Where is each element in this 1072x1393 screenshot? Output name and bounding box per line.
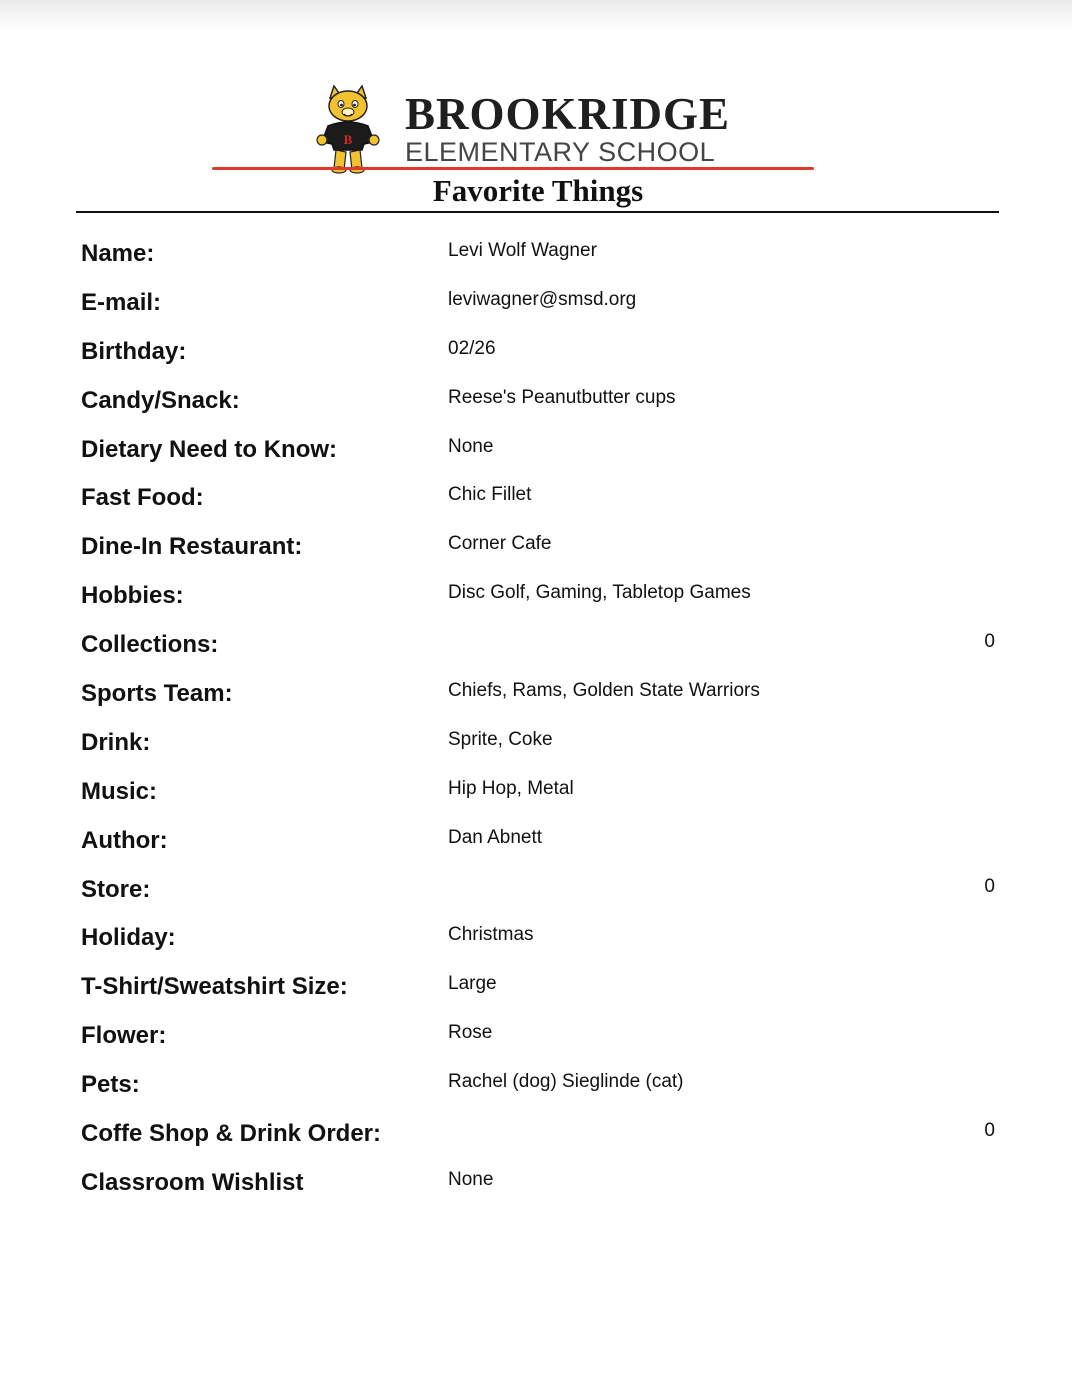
document-header xyxy=(0,80,1072,220)
field-row-sports-team xyxy=(0,672,1072,721)
field-value: Levi Wolf Wagner xyxy=(448,240,597,261)
field-label: Name: xyxy=(81,240,155,267)
field-row-email xyxy=(0,281,1072,330)
field-row-candy-snack xyxy=(0,379,1072,428)
field-row-store xyxy=(0,868,1072,917)
field-label: Store: xyxy=(81,875,151,903)
field-value: 0 xyxy=(984,875,995,897)
field-value: Reese's Peanutbutter cups xyxy=(448,386,676,408)
header-red-divider xyxy=(212,167,814,170)
field-value: Large xyxy=(448,973,497,995)
field-label: Fast Food: xyxy=(81,484,204,512)
field-row-shirt-size xyxy=(0,965,1072,1014)
field-label: E-mail: xyxy=(81,288,162,316)
field-label: Flower: xyxy=(81,1022,167,1050)
field-value: 02/26 xyxy=(448,337,496,359)
field-row-holiday xyxy=(0,916,1072,965)
field-row-pets xyxy=(0,1063,1072,1112)
field-value: Christmas xyxy=(448,924,534,946)
field-label: Classroom Wishlist xyxy=(81,1168,304,1196)
field-value: Hip Hop, Metal xyxy=(448,777,574,799)
field-row-name xyxy=(0,232,1072,281)
field-row-dietary-need xyxy=(0,428,1072,477)
field-value: 0 xyxy=(984,631,995,653)
field-value: None xyxy=(448,1168,494,1190)
field-row-birthday xyxy=(0,330,1072,379)
field-row-classroom-wishlist xyxy=(0,1161,1072,1210)
header-black-divider xyxy=(76,211,999,213)
field-row-coffee-shop xyxy=(0,1112,1072,1161)
field-value: leviwagner@smsd.org xyxy=(448,288,637,310)
field-value: Dan Abnett xyxy=(448,826,543,848)
field-value: 0 xyxy=(984,1120,995,1142)
field-value: Chic Fillet xyxy=(448,484,532,506)
field-label: Drink: xyxy=(81,728,151,756)
field-label: Sports Team: xyxy=(81,680,233,708)
field-label: T-Shirt/Sweatshirt Size: xyxy=(81,973,348,1001)
favorite-things-list xyxy=(0,232,1072,1210)
field-value: Rose xyxy=(448,1022,493,1044)
field-row-collections xyxy=(0,623,1072,672)
field-row-fast-food xyxy=(0,476,1072,525)
field-label: Author: xyxy=(81,826,168,854)
field-value: Corner Cafe xyxy=(448,533,552,555)
field-label: Candy/Snack: xyxy=(81,386,240,414)
field-value: Disc Golf, Gaming, Tabletop Games xyxy=(448,582,751,604)
field-row-drink xyxy=(0,721,1072,770)
field-label: Coffe Shop & Drink Order: xyxy=(81,1120,382,1148)
field-label: Dietary Need to Know: xyxy=(81,435,338,463)
field-row-dine-in-restaurant xyxy=(0,525,1072,574)
form-title: Favorite Things xyxy=(432,173,644,208)
field-label: Collections: xyxy=(81,631,219,659)
field-row-flower xyxy=(0,1014,1072,1063)
school-name: BROOKRIDGE xyxy=(405,89,731,139)
field-label: Pets: xyxy=(81,1071,140,1099)
field-value: None xyxy=(448,435,494,457)
top-shade xyxy=(0,0,1072,30)
field-value: Sprite, Coke xyxy=(448,728,553,750)
wildcat-mascot-icon xyxy=(314,84,382,174)
field-label: Hobbies: xyxy=(81,582,184,610)
field-value: Chiefs, Rams, Golden State Warriors xyxy=(448,680,760,702)
field-label: Music: xyxy=(81,777,158,805)
field-value: Rachel (dog) Sieglinde (cat) xyxy=(448,1071,684,1093)
school-subtitle: ELEMENTARY SCHOOL xyxy=(405,137,716,167)
field-label: Dine-In Restaurant: xyxy=(81,533,303,561)
field-row-author xyxy=(0,819,1072,868)
field-label: Birthday: xyxy=(81,337,187,365)
field-label: Holiday: xyxy=(81,924,176,952)
svg-text:B: B xyxy=(343,132,353,147)
field-row-music xyxy=(0,770,1072,819)
field-row-hobbies xyxy=(0,574,1072,623)
